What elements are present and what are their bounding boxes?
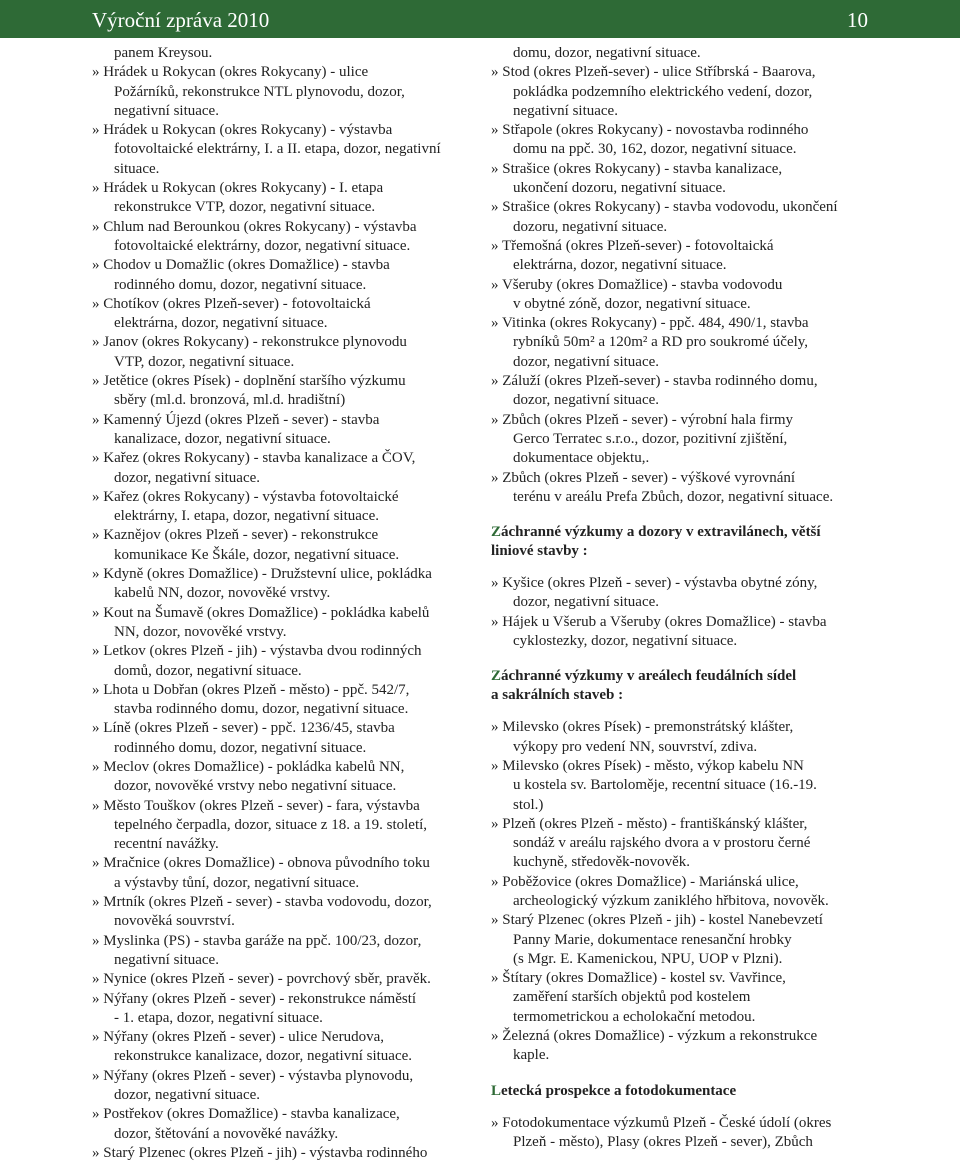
entry-first-line: » Líně (okres Plzeň - sever) - ppč. 1236/45, stavba bbox=[92, 720, 395, 737]
entry-first-line: » Chotíkov (okres Plzeň-sever) - fotovoltaická bbox=[92, 295, 371, 312]
entry-first-line: » Mrtník (okres Plzeň - sever) - stavba vodovodu, dozor, bbox=[92, 894, 432, 911]
list-item bbox=[491, 718, 871, 757]
list-item bbox=[92, 797, 474, 855]
left-column bbox=[92, 44, 474, 1163]
list-item bbox=[491, 1114, 871, 1153]
entry-first-line: » Zbůch (okres Plzeň - sever) - výškové vyrovnání bbox=[491, 469, 796, 486]
entry-continuation-line: novověká souvrství. bbox=[114, 913, 235, 930]
entry-continuation-line: situace. bbox=[114, 160, 160, 177]
entry-first-line: » Strašice (okres Rokycany) - stavba kanalizace, bbox=[491, 160, 783, 177]
list-item bbox=[92, 256, 474, 295]
entry-continuation-line: rodinného domu, dozor, negativní situace. bbox=[114, 739, 367, 756]
list-item bbox=[92, 526, 474, 565]
entry-continuation-line: stol.) bbox=[513, 796, 544, 813]
list-item bbox=[491, 63, 871, 121]
entry-continuation-line: kaple. bbox=[513, 1047, 550, 1064]
list-item bbox=[491, 160, 871, 199]
entry-first-line: » Mračnice (okres Domažlice) - obnova původního toku bbox=[92, 855, 430, 872]
entry-continuation-line: sběry (ml.d. bronzová, ml.d. hradištní) bbox=[114, 392, 346, 409]
entry-first-line: » Meclov (okres Domažlice) - pokládka kabelů NN, bbox=[92, 758, 405, 775]
entry-first-line: » Poběžovice (okres Domažlice) - Mariánská ulice, bbox=[491, 873, 799, 890]
entry-continuation-line: dozor, štětování a novověké navážky. bbox=[114, 1125, 339, 1142]
entry-first-line: » Třemošná (okres Plzeň-sever) - fotovoltaická bbox=[491, 237, 774, 254]
entry-continuation-line: ukončení dozoru, negativní situace. bbox=[513, 180, 726, 197]
heading-text: liniové stavby : bbox=[491, 542, 588, 559]
entry-continuation-line: stavba rodinného domu, dozor, negativní situace. bbox=[114, 701, 409, 718]
list-item bbox=[92, 970, 474, 989]
list-item bbox=[491, 613, 871, 652]
entry-first-line: » Kařez (okres Rokycany) - stavba kanalizace a ČOV, bbox=[92, 450, 416, 467]
entry-continuation-line: dozor, negativní situace. bbox=[513, 353, 660, 370]
entry-first-line: » Milevsko (okres Písek) - premonstrátský klášter, bbox=[491, 719, 794, 736]
list-item bbox=[92, 295, 474, 334]
list-item bbox=[491, 1027, 871, 1066]
entry-first-line: » Starý Plzenec (okres Plzeň - jih) - kostel Nanebevzetí bbox=[491, 912, 823, 929]
entry-first-line: » Chodov u Domažlic (okres Domažlice) - stavba bbox=[92, 257, 390, 274]
entry-continuation-line: elektrárna, dozor, negativní situace. bbox=[114, 315, 328, 332]
entry-first-line: » Nýřany (okres Plzeň - sever) - rekonstrukce náměstí bbox=[92, 990, 417, 1007]
entry-first-line: » Janov (okres Rokycany) - rekonstrukce plynovodu bbox=[92, 334, 407, 351]
entry-continuation-line: elektrárna, dozor, negativní situace. bbox=[513, 257, 727, 274]
entry-first-line: » Hrádek u Rokycan (okres Rokycany) - I. etapa bbox=[92, 180, 384, 197]
report-title: Výroční zpráva 2010 bbox=[92, 8, 270, 32]
list-item bbox=[92, 893, 474, 932]
entry-continuation-line: negativní situace. bbox=[513, 102, 618, 119]
entry-continuation-line: dozor, negativní situace. bbox=[513, 594, 660, 611]
entry-continuation-line: kabelů NN, dozor, novověké vrstvy. bbox=[114, 585, 331, 602]
section-feudal-sites bbox=[491, 667, 871, 1065]
heading-text: a sakrálních staveb : bbox=[491, 686, 624, 703]
entry-continuation-line: dozor, negativní situace. bbox=[114, 1087, 261, 1104]
list-item bbox=[92, 372, 474, 411]
entry-list bbox=[491, 1114, 871, 1153]
entry-first-line: » Postřekov (okres Domažlice) - stavba kanalizace, bbox=[92, 1106, 400, 1123]
section-heading bbox=[491, 523, 871, 560]
entry-first-line: » Hrádek u Rokycan (okres Rokycany) - ulice bbox=[92, 64, 369, 81]
list-item bbox=[491, 969, 871, 1027]
entry-first-line: » Lhota u Dobřan (okres Plzeň - město) - ppč. 542/7, bbox=[92, 681, 410, 698]
entry-list bbox=[92, 63, 474, 1163]
list-item bbox=[92, 565, 474, 604]
list-item bbox=[491, 276, 871, 315]
section-heading bbox=[491, 1082, 871, 1101]
list-item bbox=[92, 758, 474, 797]
list-item bbox=[491, 198, 871, 237]
entry-list bbox=[491, 718, 871, 1065]
entry-first-line: » Kyšice (okres Plzeň - sever) - výstavba obytné zóny, bbox=[491, 575, 818, 592]
list-item bbox=[92, 1105, 474, 1144]
entry-first-line: » Stod (okres Plzeň-sever) - ulice Stříbrská - Baarova, bbox=[491, 64, 816, 81]
list-item bbox=[92, 1067, 474, 1106]
entry-continuation-line: fotovoltaické elektrárny, I. a II. etapa, dozor, negativní bbox=[114, 141, 441, 158]
list-item bbox=[92, 1028, 474, 1067]
entry-continuation-line: Plzeň - město), Plasy (okres Plzeň - sever), Zbůch bbox=[513, 1134, 813, 1151]
entry-first-line: » Kout na Šumavě (okres Domažlice) - pokládka kabelů bbox=[92, 604, 430, 621]
entry-continuation-line: v obytné zóně, dozor, negativní situace. bbox=[513, 295, 751, 312]
heading-initial: Z bbox=[491, 668, 502, 685]
continuation-text: panem Kreysou. bbox=[114, 45, 213, 61]
entry-continuation-line: rekonstrukce kanalizace, dozor, negativní situace. bbox=[114, 1048, 413, 1065]
entry-continuation-line: termometrickou a echolokační metodou. bbox=[513, 1008, 756, 1025]
entry-list bbox=[491, 63, 871, 507]
list-item bbox=[92, 179, 474, 218]
entry-continuation-line: fotovoltaické elektrárny, dozor, negativní situace. bbox=[114, 237, 411, 254]
entry-continuation-line: domu na ppč. 30, 162, dozor, negativní situace. bbox=[513, 141, 797, 158]
section-aerial-prospection bbox=[491, 1082, 871, 1153]
entry-continuation-line: archeologický výzkum zaniklého hřbitova, novověk. bbox=[513, 892, 829, 909]
entry-continuation-line: Požárníků, rekonstrukce NTL plynovodu, dozor, bbox=[114, 83, 405, 100]
list-item bbox=[92, 63, 474, 121]
page-header bbox=[0, 0, 960, 38]
entry-continuation-line: domů, dozor, negativní situace. bbox=[114, 662, 302, 679]
list-item bbox=[491, 372, 871, 411]
entry-continuation-line: rybníků 50m² a 120m² a RD pro soukromé účely, bbox=[513, 334, 809, 351]
list-item bbox=[491, 757, 871, 815]
entry-first-line: » Strašice (okres Rokycany) - stavba vodovodu, ukončení bbox=[491, 199, 838, 216]
section-extravilan bbox=[491, 523, 871, 651]
entry-continuation-line: terénu v areálu Prefa Zbůch, dozor, negativní situace. bbox=[513, 488, 834, 505]
list-item bbox=[92, 1144, 474, 1163]
entry-continuation-line: (s Mgr. E. Kamenickou, NPU, UOP v Plzni). bbox=[513, 950, 783, 967]
heading-text: etecká prospekce a fotodokumentace bbox=[501, 1082, 737, 1099]
continuation-text: domu, dozor, negativní situace. bbox=[513, 45, 701, 61]
entry-continuation-line: pokládka podzemního elektrického vedení, dozor, bbox=[513, 83, 813, 100]
list-item bbox=[92, 990, 474, 1029]
list-item bbox=[491, 911, 871, 969]
list-item bbox=[491, 873, 871, 912]
list-item bbox=[92, 854, 474, 893]
heading-initial: L bbox=[491, 1082, 502, 1099]
list-item bbox=[92, 121, 474, 179]
entry-first-line: » Kaznějov (okres Plzeň - sever) - rekonstrukce bbox=[92, 527, 379, 544]
entry-continuation-line: VTP, dozor, negativní situace. bbox=[114, 353, 295, 370]
entry-continuation-line: dokumentace objektu,. bbox=[513, 450, 650, 467]
list-item bbox=[92, 932, 474, 971]
entry-continuation-line: kuchyně, středověk-novověk. bbox=[513, 854, 691, 871]
entry-first-line: » Letkov (okres Plzeň - jih) - výstavba dvou rodinných bbox=[92, 643, 422, 660]
entry-continuation-line: dozoru, negativní situace. bbox=[513, 218, 668, 235]
entry-first-line: » Jetětice (okres Písek) - doplnění staršího výzkumu bbox=[92, 373, 406, 390]
list-item bbox=[92, 333, 474, 372]
entry-first-line: » Střapole (okres Rokycany) - novostavba rodinného bbox=[491, 122, 809, 139]
entry-continuation-line: komunikace Ke Škále, dozor, negativní situace. bbox=[114, 546, 400, 563]
entry-first-line: » Kamenný Újezd (okres Plzeň - sever) - stavba bbox=[92, 411, 380, 428]
entry-first-line: » Nynice (okres Plzeň - sever) - povrchový sběr, pravěk. bbox=[92, 971, 431, 988]
entry-continuation-line: dozor, negativní situace. bbox=[114, 469, 261, 486]
entry-first-line: » Všeruby (okres Domažlice) - stavba vodovodu bbox=[491, 276, 783, 293]
entry-first-line: » Myslinka (PS) - stavba garáže na ppč. 100/23, dozor, bbox=[92, 932, 422, 949]
entry-first-line: » Město Touškov (okres Plzeň - sever) - fara, výstavba bbox=[92, 797, 420, 814]
heading-text: áchranné výzkumy v areálech feudálních sídel bbox=[501, 668, 797, 685]
entry-first-line: » Milevsko (okres Písek) - město, výkop kabelu NN bbox=[491, 757, 804, 774]
entry-first-line: » Chlum nad Berounkou (okres Rokycany) - výstavba bbox=[92, 218, 417, 235]
entry-first-line: » Hrádek u Rokycan (okres Rokycany) - výstavba bbox=[92, 122, 393, 139]
entry-continuation-line: Gerco Terratec s.r.o., dozor, pozitivní zjištění, bbox=[513, 430, 788, 447]
entry-continuation-line: zaměření starších objektů pod kostelem bbox=[513, 989, 751, 1006]
entry-continuation-line: a výstavby tůní, dozor, negativní situace. bbox=[114, 874, 360, 891]
entry-list bbox=[491, 574, 871, 651]
heading-initial: Z bbox=[491, 524, 502, 541]
entry-continuation-line: Panny Marie, dokumentace renesanční hrobky bbox=[513, 931, 792, 948]
list-item bbox=[491, 411, 871, 469]
entry-first-line: » Plzeň (okres Plzeň - město) - františkánský klášter, bbox=[491, 815, 808, 832]
entry-continuation-line: kanalizace, dozor, negativní situace. bbox=[114, 430, 331, 447]
entry-first-line: » Nýřany (okres Plzeň - sever) - ulice Nerudova, bbox=[92, 1029, 384, 1046]
entry-first-line: » Kdyně (okres Domažlice) - Družstevní ulice, pokládka bbox=[92, 566, 432, 583]
entry-continuation-line: u kostela sv. Bartoloměje, recentní situace (16.-19. bbox=[513, 777, 817, 794]
entry-first-line: » Zbůch (okres Plzeň - sever) - výrobní hala firmy bbox=[491, 411, 793, 428]
page-number: 10 bbox=[847, 8, 868, 32]
entry-first-line: » Štítary (okres Domažlice) - kostel sv. Vavřince, bbox=[491, 970, 786, 987]
entry-first-line: » Nýřany (okres Plzeň - sever) - výstavba plynovodu, bbox=[92, 1067, 414, 1084]
section-heading bbox=[491, 667, 871, 704]
entry-continuation-line: - 1. etapa, dozor, negativní situace. bbox=[114, 1009, 323, 1026]
right-column bbox=[491, 44, 871, 1153]
list-item bbox=[491, 314, 871, 372]
list-item bbox=[491, 815, 871, 873]
entry-continuation-line: elektrárny, I. etapa, dozor, negativní situace. bbox=[114, 508, 379, 525]
entry-continuation-line: dozor, novověké vrstvy nebo negativní situace. bbox=[114, 778, 397, 795]
list-item bbox=[92, 218, 474, 257]
list-item bbox=[491, 237, 871, 276]
list-item bbox=[491, 574, 871, 613]
entry-continuation-line: výkopy pro vedení NN, souvrství, zdiva. bbox=[513, 738, 758, 755]
list-item bbox=[92, 449, 474, 488]
list-item bbox=[92, 681, 474, 720]
list-item bbox=[92, 411, 474, 450]
entry-first-line: » Hájek u Všerub a Všeruby (okres Domažlice) - stavba bbox=[491, 613, 827, 630]
entry-first-line: » Záluží (okres Plzeň-sever) - stavba rodinného domu, bbox=[491, 373, 818, 390]
entry-continuation-line: negativní situace. bbox=[114, 102, 219, 119]
list-item bbox=[92, 719, 474, 758]
entry-continuation-line: sondáž v areálu rajského dvora a v prostoru černé bbox=[513, 835, 811, 852]
entry-continuation-line: tepelného čerpadla, dozor, situace z 18. a 19. století, bbox=[114, 816, 428, 833]
entry-first-line: » Starý Plzenec (okres Plzeň - jih) - výstavba rodinného bbox=[92, 1144, 428, 1161]
list-item bbox=[491, 469, 871, 508]
entry-continuation-line: negativní situace. bbox=[114, 951, 219, 968]
entry-first-line: » Železná (okres Domažlice) - výzkum a rekonstrukce bbox=[491, 1028, 818, 1045]
entry-first-line: » Vitinka (okres Rokycany) - ppč. 484, 490/1, stavba bbox=[491, 315, 809, 332]
entry-continuation-line: NN, dozor, novověké vrstvy. bbox=[114, 623, 287, 640]
entry-continuation-line: recentní navážky. bbox=[114, 836, 219, 853]
entry-first-line: » Kařez (okres Rokycany) - výstavba fotovoltaické bbox=[92, 488, 399, 505]
entry-continuation-line: rodinného domu, dozor, negativní situace. bbox=[114, 276, 367, 293]
heading-text: áchranné výzkumy a dozory v extravilánech, větší bbox=[501, 524, 821, 541]
list-item bbox=[92, 604, 474, 643]
entry-continuation-line: dozor, negativní situace. bbox=[513, 392, 660, 409]
list-item bbox=[92, 642, 474, 681]
list-item bbox=[92, 488, 474, 527]
entry-continuation-line: cyklostezky, dozor, negativní situace. bbox=[513, 633, 738, 650]
list-item bbox=[491, 121, 871, 160]
entry-first-line: » Fotodokumentace výzkumů Plzeň - České údolí (okres bbox=[491, 1115, 832, 1132]
entry-continuation-line: rekonstrukce VTP, dozor, negativní situace. bbox=[114, 199, 376, 216]
